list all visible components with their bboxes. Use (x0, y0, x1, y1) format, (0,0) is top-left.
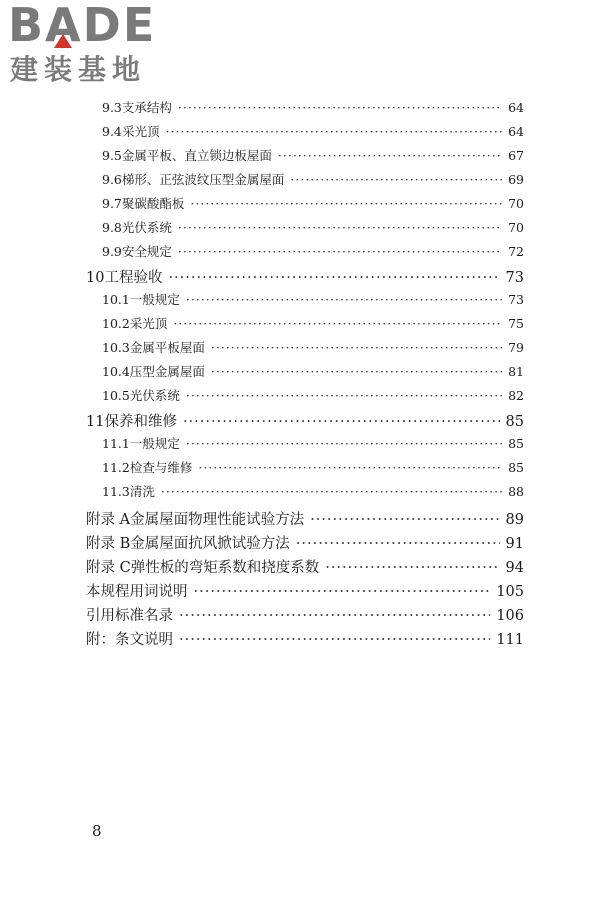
toc-entry-page: 91 (505, 536, 524, 552)
toc-leader-dots (178, 244, 502, 259)
logo-accent-triangle (54, 34, 72, 48)
toc-entry-page: 67 (508, 148, 524, 163)
toc-entry-title: 清洗 (129, 484, 155, 499)
toc-entry[interactable] (86, 266, 524, 287)
toc-entry-page: 79 (508, 340, 524, 355)
toc-entry-page: 70 (508, 196, 524, 211)
toc-entry-page: 64 (508, 124, 524, 139)
toc-entry[interactable] (86, 556, 524, 577)
toc-entry-page: 70 (508, 220, 524, 235)
toc-leader-dots (211, 340, 502, 355)
toc-entry-number: 9.9 (102, 244, 122, 259)
logo-brand: BADE (8, 0, 157, 52)
toc-entry-number: 11 (86, 414, 105, 430)
toc-entry-title: 梯形、正弦波纹压型金属屋面 (121, 172, 285, 187)
toc-entry-number: 9.5 (102, 148, 122, 163)
toc-entry-title: 光伏系统 (121, 220, 172, 235)
toc-entry[interactable] (102, 146, 524, 164)
toc-entry[interactable] (102, 98, 524, 116)
toc-leader-dots (186, 388, 502, 403)
toc-entry-number: 11.3 (102, 484, 130, 499)
toc-entry-page: 75 (508, 316, 524, 331)
toc-entry-page: 89 (505, 512, 524, 528)
toc-entry-title: 采光顶 (122, 124, 160, 139)
toc-entry-title: 金属平板屋面 (129, 340, 205, 355)
toc-entry-title: 附：条文说明 (86, 632, 173, 648)
toc-entry-number: 10.5 (102, 388, 130, 403)
toc-leader-dots (290, 172, 502, 187)
toc-entry-title: 本规程用词说明 (86, 584, 188, 600)
toc-entry-title: 金属平板、直立锁边板屋面 (121, 148, 272, 163)
toc-entry-page: 105 (496, 584, 524, 600)
toc-leader-dots (166, 124, 502, 139)
toc-entry-number: 附录 A (86, 512, 131, 528)
toc-leader-dots (173, 316, 502, 331)
toc-entry-number: 10.4 (102, 364, 130, 379)
toc-entry[interactable] (102, 170, 524, 188)
toc-entry-title: 一般规定 (129, 292, 180, 307)
toc-entry-page: 106 (496, 608, 524, 624)
toc-entry[interactable] (86, 508, 524, 529)
toc-entry-number: 附录 C (86, 560, 131, 576)
toc-entry-title: 安全规定 (121, 244, 172, 259)
toc-leader-dots (178, 220, 502, 235)
toc-entry[interactable] (102, 194, 524, 212)
toc-entry-title: 压型金属屋面 (129, 364, 205, 379)
toc-entry-page: 69 (508, 172, 524, 187)
toc-entry-page: 73 (505, 270, 524, 286)
toc-entry-number: 10.3 (102, 340, 130, 355)
toc-entry-page: 88 (508, 484, 524, 499)
toc-entry[interactable] (102, 482, 524, 500)
toc-entry[interactable] (86, 410, 524, 431)
toc-entry[interactable] (86, 532, 524, 553)
toc-entry-number: 11.2 (102, 460, 130, 475)
toc-leader-dots (179, 608, 490, 624)
toc-entry-title: 金属屋面物理性能试验方法 (130, 512, 305, 528)
toc-entry-title: 一般规定 (129, 436, 180, 451)
toc-entry[interactable] (102, 242, 524, 260)
toc-entry-number: 11.1 (102, 436, 130, 451)
toc-entry[interactable] (102, 218, 524, 236)
toc-entry-number: 9.4 (102, 124, 122, 139)
toc-entry-page: 111 (496, 632, 524, 648)
toc-entry-page: 72 (508, 244, 524, 259)
toc-entry[interactable] (102, 314, 524, 332)
toc-entry-title: 保养和维修 (104, 414, 177, 430)
toc-leader-dots (190, 196, 502, 211)
toc-leader-dots (194, 584, 491, 600)
toc-entry-page: 73 (508, 292, 524, 307)
logo-subtitle: 建装基地 (10, 53, 147, 86)
toc-entry-title: 采光顶 (129, 316, 168, 331)
toc-entry-page: 85 (508, 436, 524, 451)
toc-entry-page: 82 (508, 388, 524, 403)
toc-entry-number: 9.7 (102, 196, 122, 211)
toc-entry[interactable] (102, 362, 524, 380)
logo (8, 0, 178, 90)
toc-leader-dots (179, 632, 490, 648)
toc-entry-title: 聚碳酸酯板 (121, 196, 185, 211)
toc-entry-number: 9.6 (102, 172, 122, 187)
toc-entry-number: 9.8 (102, 220, 122, 235)
toc-leader-dots (198, 460, 502, 475)
toc-entry-title: 光伏系统 (129, 388, 180, 403)
toc-entry-number: 10.2 (102, 316, 130, 331)
toc-entry-title: 检查与维修 (129, 460, 193, 475)
toc-entry-title: 工程验收 (104, 270, 163, 286)
toc-leader-dots (186, 292, 502, 307)
toc-entry-title: 支承结构 (121, 100, 172, 115)
toc-entry-page: 85 (508, 460, 524, 475)
toc-entry-number: 附录 B (86, 536, 131, 552)
toc-entry-page: 81 (508, 364, 524, 379)
toc-leader-dots (178, 100, 502, 115)
toc-leader-dots (325, 560, 499, 576)
toc-leader-dots (310, 512, 499, 528)
toc-entry[interactable] (102, 290, 524, 308)
toc-entry-title: 弹性板的弯矩系数和挠度系数 (130, 560, 320, 576)
toc-entry[interactable] (102, 338, 524, 356)
toc-entry-number: 10.1 (102, 292, 130, 307)
toc-leader-dots (211, 364, 502, 379)
toc-leader-dots (183, 414, 500, 430)
toc-entry[interactable] (86, 580, 524, 601)
toc-entry-page: 64 (508, 100, 524, 115)
toc-entry[interactable] (102, 386, 524, 404)
toc-entry[interactable] (102, 458, 524, 476)
toc-leader-dots (278, 148, 502, 163)
toc-entry-page: 85 (505, 414, 524, 430)
toc-entry-number: 9.3 (102, 100, 122, 115)
toc-entry[interactable] (86, 628, 524, 649)
toc-entry-page: 94 (505, 560, 524, 576)
toc-leader-dots (168, 270, 499, 286)
toc-entry-number: 10 (86, 270, 105, 286)
toc-entry[interactable] (102, 122, 524, 140)
toc-entry-title: 金属屋面抗风掀试验方法 (130, 536, 290, 552)
toc-leader-dots (296, 536, 500, 552)
toc-entry[interactable] (102, 434, 524, 452)
toc-entry-title: 引用标准名录 (86, 608, 173, 624)
toc-leader-dots (161, 484, 502, 499)
page-number: 8 (92, 822, 102, 840)
toc-entry[interactable] (86, 604, 524, 625)
toc-leader-dots (186, 436, 502, 451)
